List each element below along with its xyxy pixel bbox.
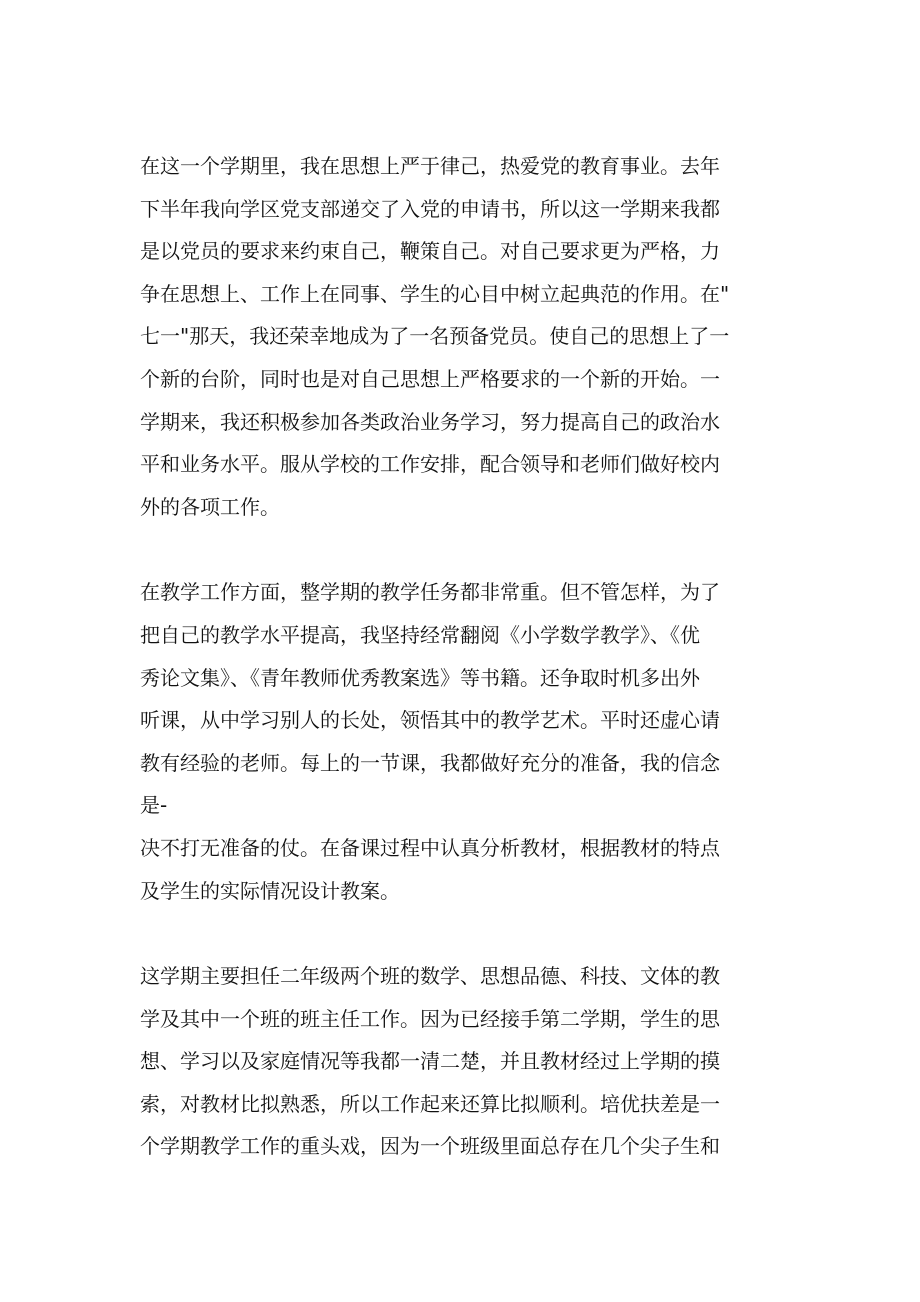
text-line: 教有经验的老师。每上的一节课，我都做好充分的准备，我的信念 — [140, 750, 720, 775]
text-line: 听课，从中学习别人的长处，领悟其中的教学艺术。平时还虚心请 — [140, 708, 720, 733]
paragraph-class-duties — [140, 955, 780, 1168]
text-line: 把自己的教学水平提高，我坚持经常翻阅《小学数学教学》、《优 — [140, 622, 700, 647]
text-line: 学及其中一个班的班主任工作。因为已经接手第二学期，学生的思 — [140, 1006, 720, 1031]
text-line: 是以党员的要求来约束自己，鞭策自己。对自己要求更为严格，力 — [140, 239, 720, 264]
text-line: 平和业务水平。服从学校的工作安排，配合领导和老师们做好校内 — [140, 452, 720, 477]
paragraph-gap — [140, 528, 780, 571]
text-line: 是- — [140, 793, 168, 818]
text-line: 想、学习以及家庭情况等我都一清二楚，并且教材经过上学期的摸 — [140, 1049, 720, 1074]
paragraph-party-work — [140, 145, 780, 528]
text-line: 在这一个学期里，我在思想上严于律己，热爱党的教育事业。去年 — [140, 154, 720, 178]
text-line: 下半年我向学区党支部递交了入党的申请书，所以这一学期来我都 — [140, 196, 720, 221]
text-line: 在教学工作方面，整学期的教学任务都非常重。但不管怎样，为了 — [140, 580, 720, 605]
paragraph-teaching-work — [140, 571, 780, 912]
text-line: 及学生的实际情况设计教案。 — [140, 878, 400, 903]
text-line: 外的各项工作。 — [140, 494, 280, 519]
text-line: 学期来，我还积极参加各类政治业务学习，努力提高自己的政治水 — [140, 409, 720, 434]
text-line: 秀论文集》、《青年教师优秀教案选》等书籍。还争取时机多出外 — [140, 665, 700, 690]
text-line: 索，对教材比拟熟悉，所以工作起来还算比拟顺利。培优扶差是一 — [140, 1091, 720, 1116]
text-line: 个学期教学工作的重头戏，因为一个班级里面总存在几个尖子生和 — [140, 1134, 720, 1159]
paragraph-gap — [140, 912, 780, 955]
text-line: 个新的台阶，同时也是对自己思想上严格要求的一个新的开始。一 — [140, 366, 720, 391]
text-line: 决不打无准备的仗。在备课过程中认真分析教材，根据教材的特点 — [140, 835, 720, 860]
text-line: 这学期主要担任二年级两个班的数学、思想品德、科技、文体的教 — [140, 964, 720, 989]
document-body — [140, 145, 780, 1168]
text-line: 争在思想上、工作上在同事、学生的心目中树立起典范的作用。在" — [140, 281, 730, 306]
text-line: 七一"那天，我还荣幸地成为了一名预备党员。使自己的思想上了一 — [140, 324, 730, 349]
